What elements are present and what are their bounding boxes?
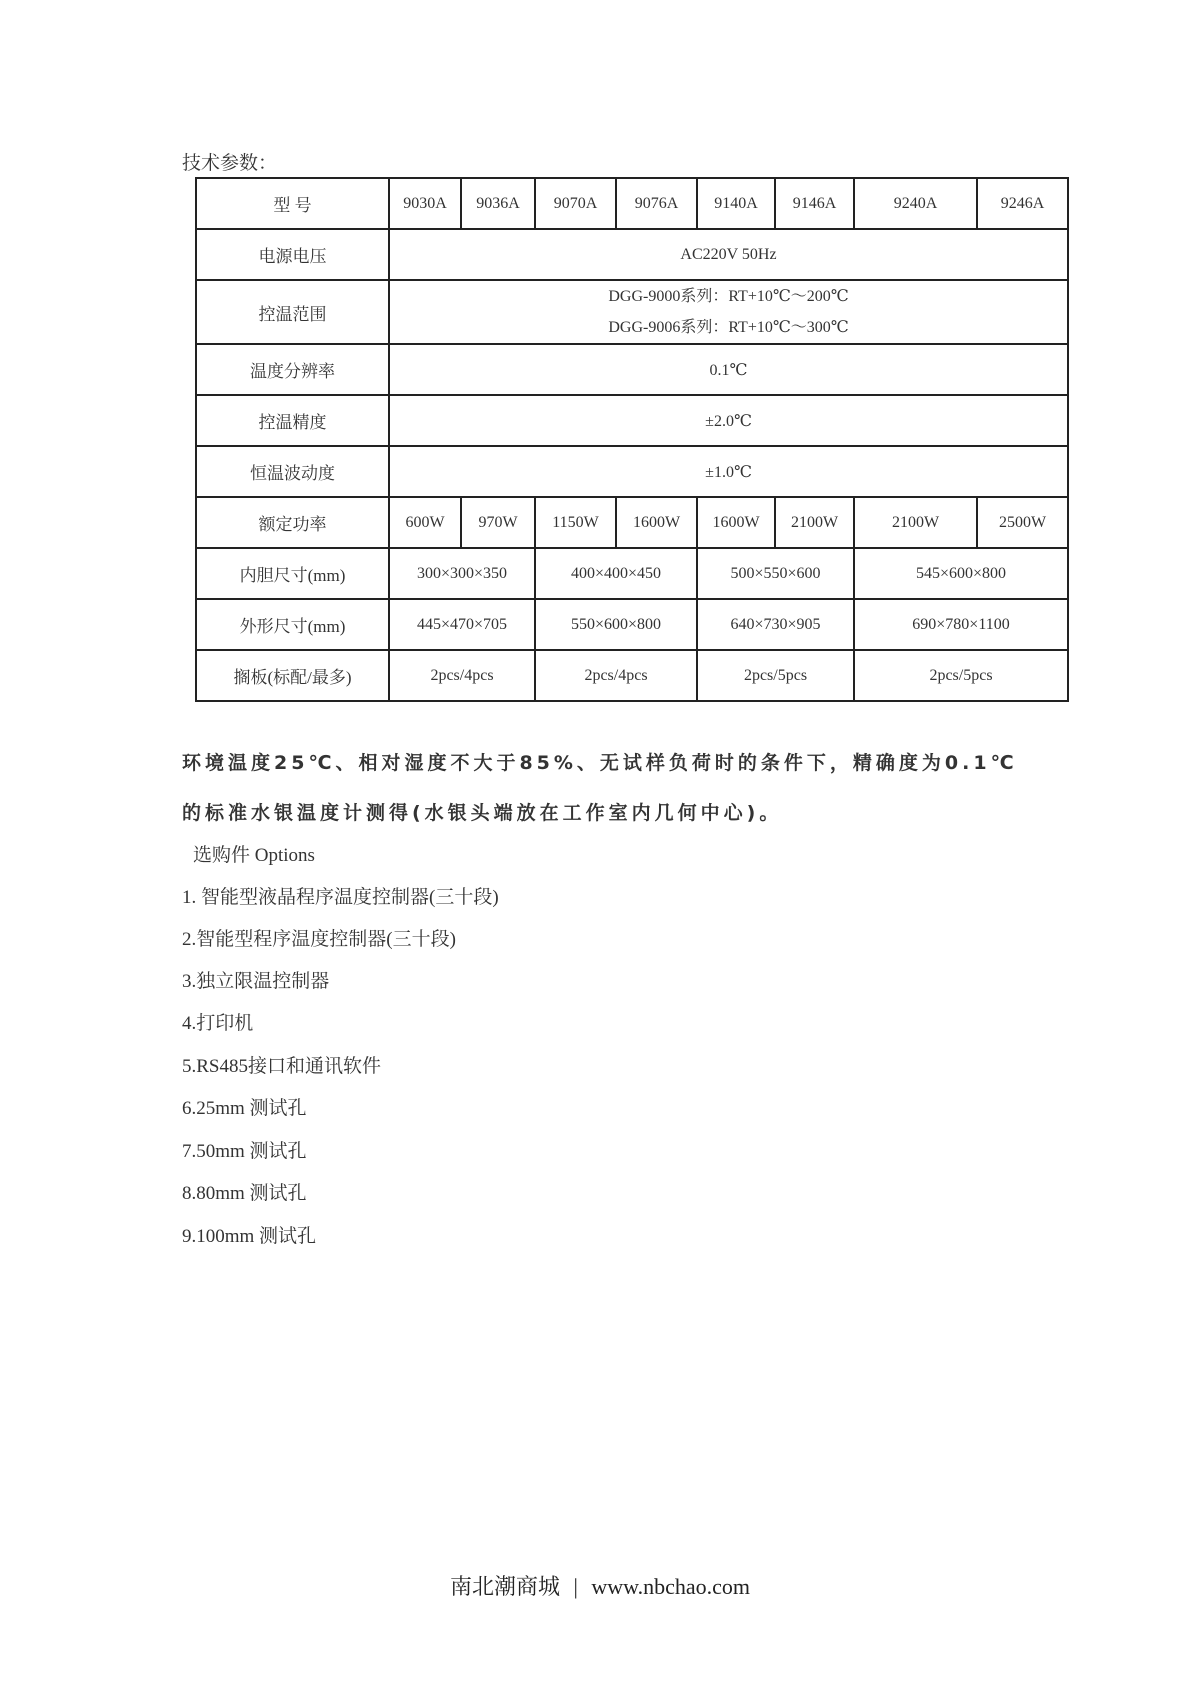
row-label: 额定功率 (196, 497, 389, 548)
outer-size-cell: 445×470×705 (389, 599, 535, 650)
model-cell: 9076A (616, 178, 697, 229)
table-row-outer-size (196, 599, 1068, 650)
outer-size-cell: 640×730×905 (697, 599, 854, 650)
section-title: 技术参数： (182, 153, 278, 174)
power-cell: 970W (461, 497, 535, 548)
table-row-fluctuation (196, 446, 1068, 497)
option-item: 8.80mm 测试孔 (182, 1183, 307, 1204)
fluctuation-value: ±1.0℃ (389, 446, 1068, 497)
resolution-value: 0.1℃ (389, 344, 1068, 395)
row-label: 电源电压 (196, 229, 389, 280)
note-line: 环境温度25℃、相对湿度不大于85%、无试样负荷时的条件下，精确度为0.1℃ (182, 752, 1018, 774)
row-label: 恒温波动度 (196, 446, 389, 497)
inner-size-cell: 400×400×450 (535, 548, 697, 599)
row-label: 温度分辨率 (196, 344, 389, 395)
power-cell: 2100W (775, 497, 854, 548)
temp-range-line: DGG-9006系列：RT+10℃～300℃ (608, 319, 849, 336)
power-cell: 1600W (697, 497, 775, 548)
row-label: 内胆尺寸(mm) (196, 548, 389, 599)
options-title: 选购件 Options (193, 845, 315, 866)
outer-size-cell: 690×780×1100 (854, 599, 1068, 650)
table-row-shelves (196, 650, 1068, 701)
note-line: 的标准水银温度计测得(水银头端放在工作室内几何中心)。 (182, 802, 783, 824)
row-label: 型 号 (196, 178, 389, 229)
temp-range-line: DGG-9000系列：RT+10℃～200℃ (608, 288, 849, 305)
spec-table (195, 177, 1069, 702)
option-item: 6.25mm 测试孔 (182, 1098, 307, 1119)
table-row-voltage (196, 229, 1068, 280)
table-row-model (196, 178, 1068, 229)
option-item: 3.独立限温控制器 (182, 971, 330, 992)
option-item: 9.100mm 测试孔 (182, 1226, 317, 1247)
row-label: 控温精度 (196, 395, 389, 446)
page-footer (0, 1570, 1200, 1601)
shelves-cell: 2pcs/5pcs (854, 650, 1068, 701)
option-item: 5.RS485接口和通讯软件 (182, 1056, 381, 1077)
power-cell: 600W (389, 497, 461, 548)
row-label: 搁板(标配/最多) (196, 650, 389, 701)
model-cell: 9240A (854, 178, 977, 229)
shelves-cell: 2pcs/4pcs (535, 650, 697, 701)
table-row-accuracy (196, 395, 1068, 446)
model-cell: 9146A (775, 178, 854, 229)
row-label: 外形尺寸(mm) (196, 599, 389, 650)
power-cell: 2100W (854, 497, 977, 548)
model-cell: 9070A (535, 178, 616, 229)
accuracy-value: ±2.0℃ (389, 395, 1068, 446)
outer-size-cell: 550×600×800 (535, 599, 697, 650)
table-row-power (196, 497, 1068, 548)
table-row-inner-size (196, 548, 1068, 599)
option-item: 4.打印机 (182, 1013, 254, 1034)
table-row-temp-range (196, 280, 1068, 344)
footer-brand: 南北潮商城 (449, 1574, 560, 1599)
option-item: 2.智能型程序温度控制器(三十段) (182, 929, 456, 950)
temp-range-value (389, 280, 1068, 344)
option-item: 7.50mm 测试孔 (182, 1141, 307, 1162)
voltage-value: AC220V 50Hz (389, 229, 1068, 280)
shelves-cell: 2pcs/5pcs (697, 650, 854, 701)
model-cell: 9140A (697, 178, 775, 229)
power-cell: 1150W (535, 497, 616, 548)
model-cell: 9036A (461, 178, 535, 229)
row-label: 控温范围 (196, 280, 389, 344)
footer-separator: | (573, 1574, 578, 1599)
inner-size-cell: 500×550×600 (697, 548, 854, 599)
footer-url-link[interactable]: www.nbchao.com (591, 1574, 751, 1599)
inner-size-cell: 545×600×800 (854, 548, 1068, 599)
power-cell: 2500W (977, 497, 1068, 548)
table-row-resolution (196, 344, 1068, 395)
shelves-cell: 2pcs/4pcs (389, 650, 535, 701)
model-cell: 9030A (389, 178, 461, 229)
model-cell: 9246A (977, 178, 1068, 229)
power-cell: 1600W (616, 497, 697, 548)
option-item: 1. 智能型液晶程序温度控制器(三十段) (182, 887, 499, 908)
inner-size-cell: 300×300×350 (389, 548, 535, 599)
